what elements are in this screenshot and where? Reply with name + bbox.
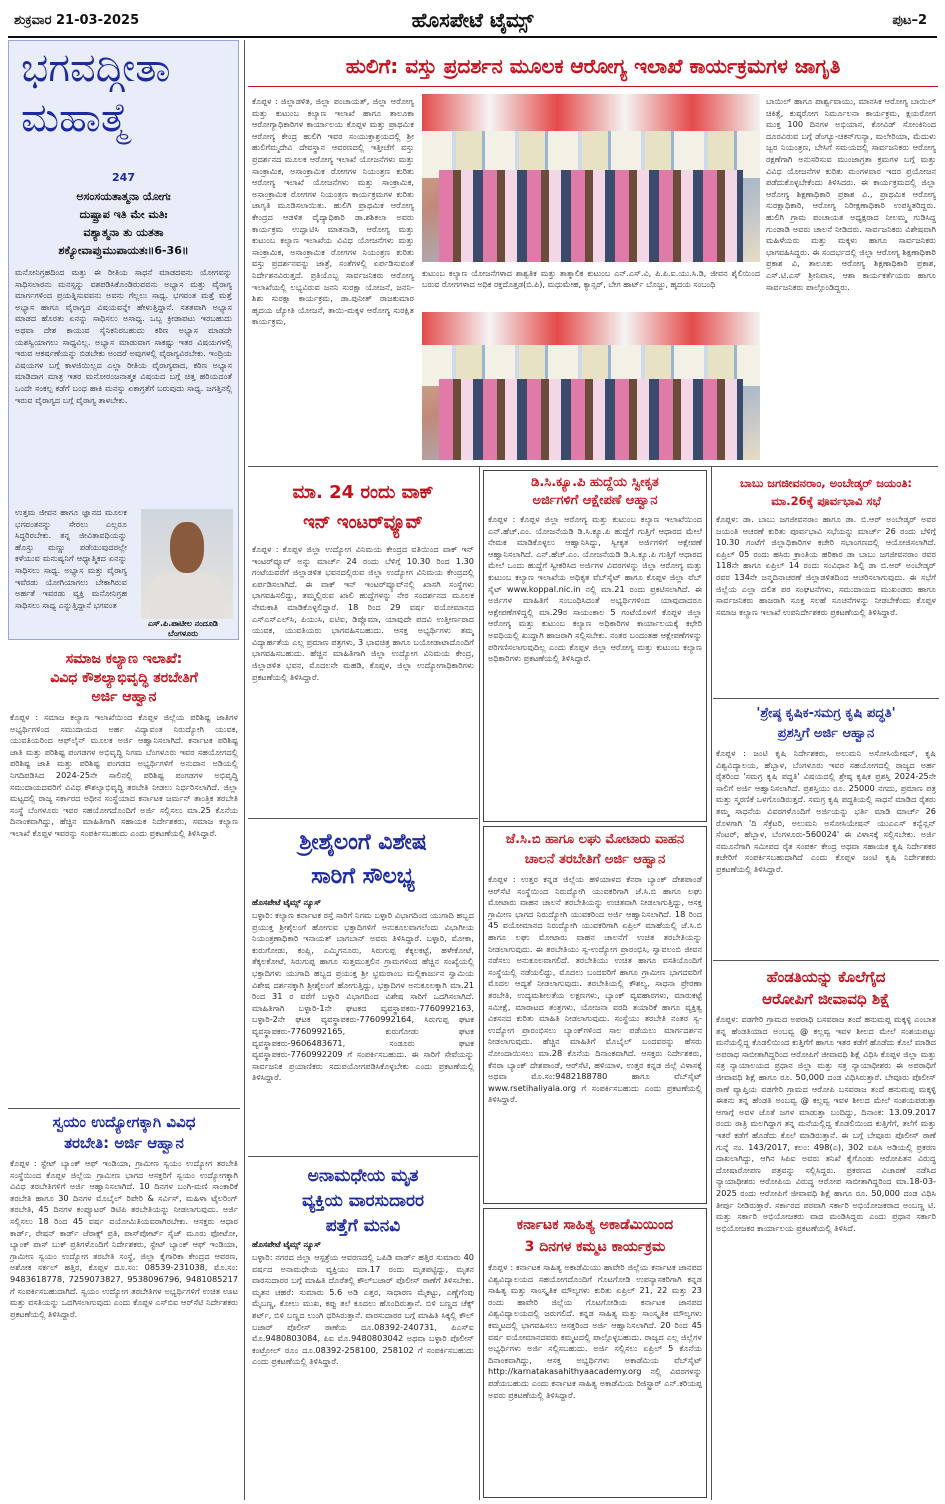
sahitya-headline: ಕರ್ನಾಟಕ ಸಾಹಿತ್ಯ ಅಕಾಡೆಮಿಯಿಂದ 3 ದಿನಗಳ ಕಮ್ಮಟ ಕಾರ್ಯಕ್ರಮ [516, 1217, 674, 1255]
swayam-headline: ಸ್ವಯಂ ಉದ್ಯೋಗಕ್ಕಾಗಿ ವಿವಿಧ ತರಬೇತಿ: ಅರ್ಜಿ ಆಹ್ವಾನ [52, 1113, 196, 1152]
hendati-headline: ಹೆಂಡತಿಯನ್ನು ಕೊಲೆಗೈದ ಆರೋಪಿಗೆ ಜೀವಾವಧಿ ಶಿಕ್ಷೆ [762, 968, 890, 1008]
divider [248, 466, 938, 467]
sahitya-body: ಕೊಪ್ಪಳ : ಕರ್ನಾಟಕ ಸಾಹಿತ್ಯ ಅಕಾಡೆಮಿಯು ಹಾವೇರಿ ಜಿಲ್ಲೆಯ ಕರ್ನಾಟಕ ಜಾನಪದ ವಿಶ್ವವಿದ್ಯಾಲಯದ ಸಹಯೋಗದೊಂದಿಗೆ ಗೊಟಗೋಡಿ ಉಪನ್ಯಾಸಕರಿಗಾಗಿ ಕನ್ನಡ ಸಾಹಿತ್ಯ ಮತ್ತು ಸಾಂಸ್ಕೃತಿಕ ಮೌಲ್ಯಗಳು ಕುರಿತು ಏಪ್ರಿಲ್ 21, 22 ಮತ್ತು 23 ರಂದು ಹಾವೇರಿ ಜಿಲ್ಲೆಯ ಗೊಟಗೋಡಿಯ ಕರ್ನಾಟಕ ಜಾನಪದ ವಿಶ್ವವಿದ್ಯಾಲಯದಲ್ಲಿ ಜರುಗಲಿದೆ. ಕನ್ನಡ ಸಾಹಿತ್ಯ ಮತ್ತು ಸಾಂಸ್ಕೃತಿಕ ಮೌಲ್ಯಗಳು ಕಮ್ಮಟದಲ್ಲಿ ಭಾಗವಹಿಸಲು ಆಸಕ್ತರಿಂದ ಅರ್ಜಿ ಆಹ್ವಾನಿಸಲಾಗಿದೆ. 20 ರಿಂದ 45 ವರ್ಷ ವಯೋಮಾನದವರು ಕಮ್ಮಟದಲ್ಲಿ ಪಾಲ್ಗೊಳ್ಳಬಹುದು. ರಾಜ್ಯದ ಎಲ್ಲ ಜಿಲ್ಲೆಗಳ ಅಭ್ಯರ್ಥಿಗಳು ಅರ್ಜಿ ಸಲ್ಲಿಸಬಹುದು. ಅರ್ಜಿ ಸಲ್ಲಿಸಲು ಏಪ್ರಿಲ್ 5 ಕೊನೆಯ ದಿನಾಂಕವಾಗಿದ್ದು, ಆಸಕ್ತ ಅಭ್ಯರ್ಥಿಗಳು ಅಕಾಡೆಮಿಯ ವೆಬ್‌ಸೈಟ್ http://karnatakasahithyaacademy.org ನಲ್ಲಿ ವಿವರಗಳನ್ನು ಪಡೆಯಬಹುದು ಎಂದು ಕರ್ನಾಟಕ ಸಾಹಿತ್ಯ ಅಕಾಡೆಮಿಯ ರಿಜಿಸ್ಟ್ರಾರ್ ಎನ್.ಕರಿಯಪ್ಪ ಅವರು ಪ್ರಕಟಣೆಯಲ್ಲಿ ತಿಳಿಸಿದ್ದಾರೆ. [488, 1262, 702, 1400]
issue-date: ಶುಕ್ರವಾರ 21-03-2025 [14, 13, 140, 28]
lead-photo-caption: ಕುಟುಂಬ ಕಲ್ಯಾಣ ಯೋಜನೆಗಳಾದ ಶಾಶ್ವತಿಕ ಮತ್ತು ತಾತ್ಕಾಲಿಕ ಕುಟುಂಬ ಎನ್.ಎಸ್.ವಿ, ಪಿ.ಪಿ.ಐ.ಯು.ಸಿ.ಡಿ, ಜೀವನ ಶೈಲಿಯಿಂದ ಬರುವ ರೋಗಗಳಾದ ಅಧಿಕ ರಕ್ತದೊತ್ತಡ(ಬಿ.ಪಿ), ಮಧುಮೇಹ, ಕ್ಯಾನ್ಸರ್, ಬೇಗ ಹಾರ್ಟ್ ಬೊಜ್ಜು, ಹೃದಯ ಸಂಬಂಧಿ [422, 269, 760, 289]
page-number: ಪುಟ–2 [892, 13, 927, 28]
anamadheya-body: ಬಳ್ಳಾರಿ: ನಗರದ ಜಿಲ್ಲಾ ಆಸ್ಪತ್ರೆಯ ಆವರಣದಲ್ಲಿ ಒಪಿಡಿ ವಾರ್ಡ್ ಹತ್ತಿರ ಸುಮಾರು 40 ವರ್ಷದ ಅನಾಮಧೇಯ ವ್ಯಕ್ತಿಯು ಮಾ.17 ರಂದು ಮೃತಪಟ್ಟಿದ್ದು, ಮೃತನ ವಾರಸುದಾರರ ಬಗ್ಗೆ ಮಾಹಿತಿ ದೊರೆತಲ್ಲಿ ಕೌಲ್‌ಬಜಾರ್ ಪೊಲೀಸ್ ಠಾಣೆಗೆ ತಿಳಿಸಬೇಕು. ಮೃತನ ಚಹರೆ: ಸುಮಾರು 5.6 ಅಡಿ ಎತ್ತರ, ಸಾಧಾರಣ ಮೈಕಟ್ಟು, ಎಣ್ಣೆಗೆಂಪು ಮೈಬಣ್ಣ, ಕೋಲು ಮುಖ, ಕಪ್ಪು ತಲೆ ಕೂದಲು ಹೊಂದಿರುತ್ತಾನೆ. ಬಿಳಿ ಬಣ್ಣದ ಚೆಕ್ಸ್ ಶರ್ಟ್, ಬಿಳಿ ಬಣ್ಣದ ಲುಂಗಿ ಧರಿಸಿರುತ್ತಾನೆ. ವಾರಸುದಾರರ ಬಗ್ಗೆ ಮಾಹಿತಿ ಸಿಕ್ಕಲ್ಲಿ ಕೌಲ್ ಬಜಾರ್ ಪೊಲೀಸ್ ಠಾಣೆಯ ದೂ.08392-240731, ಪಿಎಸ್‌ಐ ಮೊ.9480803084, ಪಿಐ ಮೊ.9480803042 ಅಥವಾ ಬಳ್ಳಾರಿ ಪೊಲೀಸ್ ಕಂಟ್ರೋಲ್ ರೂಂ ದೂ.08392-258100, 258102 ಗೆ ಸಂಪರ್ಕಿಸಬಹುದು ಎಂದು ಪ್ರಕಟಣೆಯಲ್ಲಿ ತಿಳಿಸಿದ್ದಾರೆ. [252, 1252, 474, 1367]
anamadheya-byline: ಹೊಸಪೇಟೆ ಟೈಮ್ಸ್ ನ್ಯೂಸ್ [252, 1240, 321, 1249]
gita-shloka: ಅಸಂಸಯತಾತ್ಮನಾ ಯೋಗಃ ದುಷ್ಪ್ರಾಪ ಇತಿ ಮೇ ಮತಿಃ ವಶ್ಯಾತ್ಮನಾ ತು ಯತತಾ ಶಕ್ಯೋವಾಪ್ತುಮುಪಾಯತಃ॥6-36॥ [58, 190, 189, 257]
headline-rule [248, 86, 938, 87]
srisailam-headline: ಶ್ರೀಶೈಲಂಗೆ ವಿಶೇಷ ಸಾರಿಗೆ ಸೌಲಭ್ಯ [299, 830, 427, 889]
walkin-body: ಕೊಪ್ಪಳ : ಕೊಪ್ಪಳ ಜಿಲ್ಲಾ ಉದ್ಯೋಗ ವಿನಿಮಯ ಕೇಂದ್ರದ ವತಿಯಿಂದ ವಾಕ್ ಇನ್ ಇಂಟರ್‌ವ್ಯೂವ್ ಅನ್ನು ಮಾರ್ಚ್ 24 ರಂದು ಬೆಳಿಗ್ಗೆ 10.30 ರಿಂದ 1.30 ಗಂಟೆಯವರೆಗೆ ಜಿಲ್ಲಾಡಳಿತ ಭವನದಲ್ಲಿರುವ ಜಿಲ್ಲಾ ಉದ್ಯೋಗ ವಿನಿಮಯ ಕೇಂದ್ರದಲ್ಲಿ ಏರ್ಪಡಿಸಲಾಗಿದೆ. ಈ ವಾಕ್ ಇನ್ ಇಂಟರ್‌ವ್ಯೂವ್‌ನಲ್ಲಿ ಖಾಸಗಿ ಸಂಸ್ಥೆಗಳು ಭಾಗವಹಿಸಲಿದ್ದು, ತಮ್ಮಲ್ಲಿರುವ ಖಾಲಿ ಹುದ್ದೆಗಳನ್ನು ನೇರ ಸಂದರ್ಶನದ ಮೂಲಕ ನೇಮಕಾತಿ ಮಾಡಿಕೊಳ್ಳಲಿದ್ದಾರೆ. 18 ರಿಂದ 29 ವರ್ಷ ವಯೋಮಾನದ ಎಸ್ಎಸ್ಎಲ್‌ಸಿ, ಪಿಯುಸಿ, ಐಟಿಐ, ಡಿಪ್ಲೊಮಾ, ಯಾವುದೇ ಪದವಿ ಉತ್ತೀರ್ಣರಾದ ಯುವಕ, ಯುವತಿಯರು ಭಾಗವಹಿಸಬಹುದು. ಆಸಕ್ತ ಅಭ್ಯರ್ಥಿಗಳು ತಮ್ಮ ವಿದ್ಯಾರ್ಹತೆಯ ಎಲ್ಲ ಪ್ರಮಾಣ ಪತ್ರಗಳು, 3 ಭಾವಚಿತ್ರ ಹಾಗೂ ಬಯೋಡಾಟಾದೊಂದಿಗೆ ಭಾಗವಹಿಸಬಹುದು. ಹೆಚ್ಚಿನ ಮಾಹಿತಿಗಾಗಿ ಜಿಲ್ಲಾ ಉದ್ಯೋಗ ವಿನಿಮಯ ಕೇಂದ್ರ, ಜಿಲ್ಲಾಡಳಿತ ಭವನ, ಮೊದಲನೇ ಮಹಡಿ, ಕೊಪ್ಪಳ, ಜಿಲ್ಲಾ ಉದ್ಯೋಗಾಧಿಕಾರಿಗಳು ಪ್ರಕಟಣೆಯಲ್ಲಿ ತಿಳಿಸಿದ್ದಾರೆ. [252, 544, 474, 682]
gita-episode-number: 247 [112, 171, 135, 184]
srisailam-byline: ಹೊಸಪೇಟೆ ಟೈಮ್ಸ್ ನ್ಯೂಸ್ [252, 898, 321, 907]
samaja-headline: ಸಮಾಜ ಕಲ್ಯಾಣ ಇಲಾಖೆ: ವಿವಿಧ ಕೌಶಲ್ಯಾಭಿವೃದ್ಧಿ ತರಬೇತಿಗೆ ಅರ್ಜಿ ಆಹ್ವಾನ [50, 651, 198, 705]
samaja-body: ಕೊಪ್ಪಳ : ಸಮಾಜ ಕಲ್ಯಾಣ ಇಲಾಖೆಯಿಂದ ಕೊಪ್ಪಳ ಜಿಲ್ಲೆಯ ಪರಿಶಿಷ್ಟ ಜಾತಿಗಳ ಅಭ್ಯರ್ಥಿಗಳಿಂದ ಸಮುದಾಯದ ಅರ್ಹ ವಿದ್ಯಾವಂತ ನಿರುದ್ಯೋಗಿ ಯುವಕ, ಯುವತಿಯರಿಂದ ಆಫ್‌ಲೈನ್ ಮೂಲಕ ಅರ್ಜಿ ಆಹ್ವಾನಿಸಲಾಗಿದೆ. ಕರ್ನಾಟಕ ಪರಿಶಿಷ್ಟ ಜಾತಿ ಮತ್ತು ಪರಿಶಿಷ್ಟ ಪಂಗಡಗಳ ಅಭಿವೃದ್ಧಿ ನಿಗಮ ಬೆಂಗಳೂರು ಇವರ ಸಹಯೋಗದಲ್ಲಿ ಪರಿಶಿಷ್ಟ ಜಾತಿ ಮತ್ತು ಪರಿಶಿಷ್ಟ ಪಂಗಡದ ಅಭ್ಯರ್ಥಿಗಳಿಗೆ ಅನುದಾನ ಅಡಿಯಲ್ಲಿ ನಿಗದಿಪಡಿಸಿದ 2024-25ನೇ ಸಾಲಿನಲ್ಲಿ ಪರಿಶಿಷ್ಟ ಪಂಗಡಗಳ ಅಭಿವೃದ್ಧಿ ಸಮುದಾಯದವರಿಗೆ ವಿವಿಧ ಕೌಶಲ್ಯಾಭಿವೃದ್ಧಿ ತರಬೇತಿ ನೀಡಲು ನಿರ್ಧರಿಸಲಾಗಿದೆ. ಜಿಲ್ಲಾ ಮಟ್ಟದಲ್ಲಿ ರಾಜ್ಯ ಸರ್ಕಾರದ ಅಧೀನ ಸಂಸ್ಥೆಯಾದ ಕರ್ನಾಟಕ ಜರ್ಮನ್ ತಾಂತ್ರಿಕ ತರಬೇತಿ ಸಂಸ್ಥೆ ಬೆಂಗಳೂರು ಇವರ ಸಹಯೋಗದೊಂದಿಗೆ ಅರ್ಜಿ ಸಲ್ಲಿಸಲು ಮಾ.25 ಕೊನೆಯ ದಿನಾಂಕವಾಗಿದ್ದು, ಹೆಚ್ಚಿನ ಮಾಹಿತಿಗಾಗಿ ಸಹಾಯಕ ನಿರ್ದೇಶಕರು, ಸಮಾಜ ಕಲ್ಯಾಣ ಇಲಾಖೆ ಕೊಪ್ಪಳ ಇವರನ್ನು ಸಂಪರ್ಕಿಸಬಹುದು ಎಂದು ಪ್ರಕಟಣೆಯಲ್ಲಿ ತಿಳಿಸಿದ್ದಾರೆ. [10, 712, 238, 838]
krishi-body: ಕೊಪ್ಪಳ : ಜಂಟಿ ಕೃಷಿ ನಿರ್ದೇಶಕರು, ಅಲುಮನಿ ಅಸೋಸಿಯೇಷನ್, ಕೃಷಿ ವಿಶ್ವವಿದ್ಯಾಲಯ, ಹೆಬ್ಬಾಳ, ಬೆಂಗಳೂರು ಇವರ ಸಹಯೋಗದಲ್ಲಿ ರಾಜ್ಯದ ಅರ್ಹ ರೈತರಿಂದ 'ಸಮಗ್ರ ಕೃಷಿ ಪದ್ಧತಿ' ವಿಷಯದಲ್ಲಿ ಶ್ರೇಷ್ಠ ಕೃಷಿಕ ಪ್ರಶಸ್ತಿ 2024-25ನೇ ಸಾಲಿಗೆ ಅರ್ಜಿ ಆಹ್ವಾನಿಸಲಾಗಿದೆ. ಪ್ರಶಸ್ತಿಯು ರೂ. 25000 ನಗದು, ಪ್ರಮಾಣ ಪತ್ರ ಮತ್ತು ಸ್ಮರಣಿಕೆ ಒಳಗೊಂಡಿರುತ್ತದೆ. ಸಮಗ್ರ ಕೃಷಿ ಪದ್ಧತಿಯಲ್ಲಿ ಸಾಧನೆ ಮಾಡಿದ ರೈತರು ತಮ್ಮ ಸಾಧನೆಯ ವಿವರಗಳೊಂದಿಗೆ ಅರ್ಜಿಯನ್ನು ಭರ್ತಿ ಮಾಡಿ ಮಾರ್ಚ್ 26 ರೊಳಗಾಗಿ 'ದಿ ಸೆಕ್ರೆಟರಿ, ಅಲುಮನಿ ಅಸೋಸಿಯೇಷನ್ ಯುಎಎಸ್ ಕನ್ವೆನ್ಷನ್ ಸೆಂಟರ್, ಹೆಬ್ಬಾಳ, ಬೆಂಗಳೂರು-560024' ಈ ವಿಳಾಸಕ್ಕೆ ಸಲ್ಲಿಸಬೇಕು. ಅರ್ಜಿ ನಮೂನೆಗಾಗಿ ಸಮೀಪದ ರೈತ ಸಂಪರ್ಕ ಕೇಂದ್ರ ಅಥವಾ ಸಹಾಯಕ ಕೃಷಿ ನಿರ್ದೇಶಕರ ಕಚೇರಿಗೆ ಸಂಪರ್ಕಿಸಬಹುದಾಗಿದೆ ಎಂದು ಕೊಪ್ಪಳ ಜಂಟಿ ಕೃಷಿ ನಿರ್ದೇಶಕರು ಪ್ರಕಟಣೆಯಲ್ಲಿ ತಿಳಿಸಿದ್ದಾರೆ. [716, 748, 936, 874]
header-rule [8, 36, 937, 38]
masthead: ಹೊಸಪೇಟೆ ಟೈಮ್ಸ್ [411, 8, 534, 32]
babu-headline: ಬಾಬು ಜಗಜೀವನರಾಂ, ಅಂಬೇಡ್ಕರ್ ಜಯಂತಿ: ಮಾ.26ಕ್ಕೆ ಪೂರ್ವಭಾವಿ ಸಭೆ [739, 476, 913, 508]
exhibition-photo-1 [422, 94, 760, 262]
lead-body-col4: ಬಾಯಿಲ್ ಹಾಗೂ ಪಾರ್ಶ್ವವಾಯು, ಮಾನಸಿಕ ಆರೋಗ್ಯ ಬಾಯಿಲ್ ಚಿಕಿತ್ಸೆ, ಕುಷ್ಠರೋಗ ನಿರ್ಮೂಲನಾ ಕಾರ್ಯಕ್ರಮ, ಕ್ಷಯರೋಗ ಮುಕ್ತ 100 ದಿನಗಳ ಅಭಿಯಾನ, ಕೋವಿಡ್ ಸೋಂಕಿನಿಂದ ದೂರವಿರುವ ಬಗ್ಗೆ ಡೆಂಗ್ಯೂ-ಚಿಕನ್‌ಗುನ್ಯಾ, ಮಲೇರಿಯಾ, ಮೆದುಳು ಜ್ವರ ನಿಯಂತ್ರಣ, ಬೇಸಿಗೆ ಸಮಯದಲ್ಲಿ ಸಾರ್ವಜನಿಕರು ಆರೋಗ್ಯ ರಕ್ಷಣೆಗಾಗಿ ಅನುಸರಿಸುವ ಮುಂಜಾಗ್ರತಾ ಕ್ರಮಗಳ ಬಗ್ಗೆ ಮತ್ತು ವಿವಿಧ ಯೋಜನೆಗಳ ಕುರಿತು ಮಂಗಳವಾರ ಇದರ ಪ್ರಯೋಜನ ಪಡೆದುಕೊಳ್ಳಬೇಕೆಂದು ತಿಳಿಸಿದರು. ಈ ಕಾರ್ಯಕ್ರಮದಲ್ಲಿ ಜಿಲ್ಲಾ ಆರೋಗ್ಯ ಶಿಕ್ಷಣಾಧಿಕಾರಿ ಪ್ರಕಾಶ ವಿ., ಪ್ರಾಥಮಿಕ ಆರೋಗ್ಯ ಸುರಕ್ಷಾಧಿಕಾರಿ, ಆರೋಗ್ಯ ನಿರೀಕ್ಷಣಾಧಿಕಾರಿ ಉಪಸ್ಥಿತರಿದ್ದರು. ಹುಲಿಗಿ ಗ್ರಾಮ ಪಂಚಾಯತ ಅಧ್ಯಕ್ಷರಾದ ನೀಲಮ್ಮ ಗುಡಿಸಿದ್ದ ಗುಂಡಾಡಿ ಅವರು ಚಾಲನೆ ನೀಡಿದರು. ಸಾರ್ವಜನಿಕರು ವಿಶೇಷವಾಗಿ ಮಹಿಳೆಯರು ಮತ್ತು ಮಕ್ಕಳು ಹಾಗೂ ಸಾರ್ವಜನಿಕರು ಭಾಗವಹಿಸಿದ್ದರು. ಈ ಸಂದರ್ಭದಲ್ಲಿ ಜಿಲ್ಲಾ ಆರೋಗ್ಯ ಶಿಕ್ಷಣಾಧಿಕಾರಿ ಪ್ರಕಾಶ ವಿ, ತಾಲೂಕು ಆರೋಗ್ಯ ಶಿಕ್ಷಣಾಧಿಕಾರಿ ಪ್ರಕಾಶ, ಎಸ್.ಟಿ.ಎಸ್ ಶ್ರೀನಿವಾಸ, ಆಶಾ ಕಾರ್ಯಕರ್ತೆಯರು ಹಾಗೂ ಸಾರ್ವಜನಿಕರು ಪಾಲ್ಗೊಂಡಿದ್ದರು. [766, 96, 936, 292]
dsp-body: ಕೊಪ್ಪಳ : ಕೊಪ್ಪಳ ಜಿಲ್ಲಾ ಆರೋಗ್ಯ ಮತ್ತು ಕುಟುಂಬ ಕಲ್ಯಾಣ ಇಲಾಖೆಯಿಂದ ಎನ್.ಹೆಚ್.ಎಂ. ಯೋಜನೆಯಡಿ ಡಿ.ಸಿ.ಕ್ಯೂ.ಪಿ ಹುದ್ದೆಗೆ ಗುತ್ತಿಗೆ ಆಧಾರದ ಮೇಲೆ ನೇಮಕ ಮಾಡಿಕೊಳ್ಳಲು ಆಹ್ವಾನಿಸಿದ್ದು, ಸ್ವೀಕೃತ ಅರ್ಜಿಗಳಿಗೆ ಆಕ್ಷೇಪಣೆ ಆಹ್ವಾನಿಸಲಾಗಿದೆ. ಎನ್.ಹೆಚ್.ಎಂ. ಯೋಜನೆಯಡಿ ಡಿ.ಸಿ.ಕ್ಯೂ.ಪಿ ಗುತ್ತಿಗೆ ಆಧಾರದ ಮೇಲೆ ಒಂದು ಹುದ್ದೆಗೆ ಸ್ವೀಕರಿಸಿದ ಅರ್ಜಿಗಳ ವಿವರಗಳನ್ನು ಜಿಲ್ಲಾ ಆರೋಗ್ಯ ಮತ್ತು ಕುಟುಂಬ ಕಲ್ಯಾಣ ಇಲಾಖೆಯ ಅಧಿಕೃತ ವೆಬ್‌ಸೈಟ್ ಹಾಗೂ ಕೊಪ್ಪಳ ಜಿಲ್ಲಾ ವೆಬ್ ಸೈಟ್ www.koppal.nic.in ನಲ್ಲಿ ಮಾ.21 ರಂದು ಪ್ರಕಟಿಸಲಾಗಿದೆ. ಈ ಅರ್ಜಿಗಳ ಮಾಹಿತಿಗೆ ಸಂಬಂಧಿಸಿದಂತೆ ಅಭ್ಯರ್ಥಿಗಳಿಂದ ಯಾವುದಾದರೂ ಆಕ್ಷೇಪಣೆಗಳಿದ್ದಲ್ಲಿ ಮಾ.29ರ ಸಾಯಂಕಾಲ 5 ಗಂಟೆಯೊಳಗೆ ಕೊಪ್ಪಳ ಜಿಲ್ಲಾ ಆರೋಗ್ಯ ಮತ್ತು ಕುಟುಂಬ ಕಲ್ಯಾಣ ಅಧಿಕಾರಿಗಳ ಕಾರ್ಯಾಲಯಕ್ಕೆ ಕಛೇರಿ ಅವಧಿಯಲ್ಲಿ ಖುದ್ದಾಗಿ ಹಾಜರಾಗಿ ಸಲ್ಲಿಸಬೇಕು. ನಂತರ ಬಂದಂತಹ ಆಕ್ಷೇಪಣೆಗಳನ್ನು ಪರಿಗಣಿಸಲಾಗುವುದಿಲ್ಲ ಎಂದು ಕೊಪ್ಪಳ ಜಿಲ್ಲಾ ಆರೋಗ್ಯ ಮತ್ತು ಕುಟುಂಬ ಕಲ್ಯಾಣ ಅಧಿಕಾರಿಗಳು ಪ್ರಕಟಣೆಯಲ್ಲಿ ತಿಳಿಸಿದ್ದಾರೆ. [488, 514, 702, 664]
exhibition-photo-2 [422, 312, 760, 460]
column-rule [479, 467, 480, 1500]
hendati-body: ಕೊಪ್ಪಳ: ವಡಗೇರಿ ಗ್ರಾಮದ ಅಪರಾಧಿ ಬಸವರಾಜ ತಂದೆ ಹನುಮಪ್ಪ ಮಕ್ಕಳ್ಳಿ ಎಂಬಾತ ತನ್ನ ಹೆಂಡತಿಯಾದ ಅಂಬವ್ವ @ ಕಲ್ಲವ್ವ ಇವಳ ಶೀಲದ ಮೇಲೆ ಸಂಶಯಪಟ್ಟು ಮನೆಯಲ್ಲಿದ್ದ ಕೊಡಲಿಯಿಂದ ಕುತ್ತಿಗೆಗೆ ಹಾಗೂ ಇತರ ಕಡೆಗೆ ಹೊಡೆದು ಕೊಲೆ ಮಾಡಿದ ಅಪರಾಧ ಸಾಬೀತಾಗಿದ್ದರಿಂದ ಆರೋಪಿಗೆ ಜೀವಾವಧಿ ಶಿಕ್ಷೆ ವಿಧಿಸಿ ಕೊಪ್ಪಳ ಜಿಲ್ಲಾ ಮತ್ತು ಸತ್ರ ನ್ಯಾಯಾಲಯದ ಪ್ರಧಾನ ಜಿಲ್ಲಾ ಮತ್ತು ಸತ್ರ ನ್ಯಾಯಾಧೀಶರು ಈ ಅಪರಾಧಿಗೆ ಜೀವಾವಧಿ ಶಿಕ್ಷೆ ಹಾಗೂ ರೂ. 50,000 ದಂಡ ವಿಧಿಸಿರುತ್ತಾರೆ. ಬೇವೂರು ಪೊಲೀಸ್ ಠಾಣೆ ವ್ಯಾಪ್ತಿಯ ವಡಗೇರಿ ಗ್ರಾಮದ ಆರೋಪಿ ಬಸವರಾಜ ತಂದೆ ಹನುಮಪ್ಪ ಮಕ್ಕಳ್ಳಿ ಈತನು ತನ್ನ ಹೆಂಡತಿ ಅಂಬವ್ವ @ ಕಲ್ಲವ್ವ ಇವಳ ಶೀಲದ ಮೇಲೆ ಸಂಶಯಪಡುತ್ತಾ ಆಗಾಗ್ಗೆ ಅವಳ ಜೊತೆ ಜಗಳ ಮಾಡುತ್ತಾ ಬಂದಿದ್ದು, ದಿನಾಂಕ: 13.09.2017 ರಂದು ರಾತ್ರಿ ಮಲಗಿದ್ದಾಗ ತನ್ನ ಮನೆಯಲ್ಲಿದ್ದ ಕೊಡಲಿಯಿಂದ ಕುತ್ತಿಗೆಗೆ, ತಲೆಗೆ ಮತ್ತು ಇತರೆ ಕಡೆಗೆ ಹೊಡೆದು ಕೊಲೆ ಮಾಡಿರುತ್ತಾನೆ. ಈ ಬಗ್ಗೆ ಬೇವೂರು ಪೊಲೀಸ್ ಠಾಣೆ ಗುನ್ನೆ ನಂ. 143/2017, ಕಲಂ: 498(ಎ), 302 ಐಪಿಸಿ ಅಡಿಯಲ್ಲಿ ಪ್ರಕರಣ ದಾಖಲಾಗಿದ್ದು, ಆಗಿನ ಸಿಪಿಐ ಅವರು ತನಿಖೆ ಕೈಗೊಂಡು ಆರೋಪಿತನ ವಿರುದ್ಧ ದೋಷಾರೋಪಣ ಪತ್ರವನ್ನು ಸಲ್ಲಿಸಿದ್ದರು. ಪ್ರಕರಣದ ವಿಚಾರಣೆ ನಡೆಸಿದ ನ್ಯಾಯಾಧೀಶರು ಆರೋಪಿಯ ವಿರುದ್ಧ ಆರೋಪ ಸಾಬೀತಾಗಿದ್ದರಿಂದ ಮಾ.18-03-2025 ರಂದು ಆರೋಪಿಗೆ ಜೀವಾವಧಿ ಶಿಕ್ಷೆ ಹಾಗೂ ರೂ. 50,000 ದಂಡ ವಿಧಿಸಿ ತೀರ್ಪು ನೀಡಿರುತ್ತಾರೆ. ಸರ್ಕಾರದ ಪರವಾಗಿ ಸರ್ಕಾರಿ ಅಭಿಯೋಜಕರಾದ ಅಂಬಣ್ಣ ಟಿ. ಮತ್ತು ಸರ್ಕಾರಿ ಅಭಿಯೋಜಕರು ವಾದ ಮಂಡಿಸಿದ್ದರು ಎಂದು ಪ್ರಧಾನ ಸರ್ಕಾರಿ ಅಭಿಯೋಜಕರ ಕಾರ್ಯಾಲಯ ಪ್ರಕಟಣೆಯಲ್ಲಿ ತಿಳಿಸಿದೆ. [716, 1014, 936, 1233]
divider [248, 1156, 478, 1157]
gita-body: ಮನೋನಿಗ್ರಹದಿಂದ ಮತ್ತು ಈ ರೀತಿಯ ಸಾಧನೆ ಮಾಡದವನು ಯೋಗವನ್ನು ಸಾಧಿಸಲಾರನು ಮನಸ್ಸನ್ನು ವಶಪಡಿಸಿಕೊಂಡಿರುವವನು ಅಭ್ಯಾಸ ಮತ್ತು ವೈರಾಗ್ಯ ಮಾರ್ಗಗಳಿಂದ ಪ್ರಯತ್ನಿಸುವವನು ಅವನು ಗೆಲ್ಲಲು ಸಾಧ್ಯ. ಭಗವಂತ ಮತ್ತೆ ಮತ್ತೆ ಅಭ್ಯಾಸ ಹಾಗೂ ವೈರಾಗ್ಯದ ವಿಷಯವನ್ನೇ ಹೇಳುತ್ತಿದ್ದಾನೆ. ಸತತವಾಗಿ ಅಭ್ಯಾಸ ಮಾಡದ ಹೊರತು ಏನನ್ನು ಸಾಧಿಸಲು ಅಸಾಧ್ಯ. ಒಬ್ಬ ಕ್ರೀಡಾಪಟು ಇರಬಹುದು ಅಥವಾ ದೇಶ ಕಾಯುವ ಸೈನಿಕನಿರಬಹುದು ಕಠಿಣ ಅಭ್ಯಾಸ ಮಾಡದೇ ಯಶಸ್ವಿಯಾಗಲು ಸಾಧ್ಯವಿಲ್ಲ. ಅಭ್ಯಾಸ ಮಾಡುವಾಗ ಸಾಕಷ್ಟು ಇತರ ವಿಷಯಗಳಲ್ಲಿ ಇರುವ ಆಕರ್ಷಣೆಯನ್ನು ಬಿಡಬೇಕು ಅಂದರೆ ಅವುಗಳಲ್ಲಿ ವೈರಾಗ್ಯವಿರಬೇಕು. ಇಂದ್ರಿಯ ವಿಷಯಗಳ ಬಗ್ಗೆ ಕಾಳಜಿಯಿಲ್ಲದ ಎಲ್ಲಾ ರೀತಿಯ ವೈರಾಗ್ಯವಾದ, ಕಠಿಣ ಅಭ್ಯಾಸ ಮಾಡಿದಾಗ ಮಾತ್ರ ಇತರ ಮನೋರಂಜನಾತ್ಮಕ ವಿಷಯದ ಬಗ್ಗೆ ಚಿತ್ತ ಹರಿಯದಂತೆ ಒಂದೇ ಸಂಕಲ್ಪ ಕಡೆಗೆ ಬಂಧ ಹಾಕಿ ಮನಸ್ಸು ಏಕಾಗ್ರತೆಗೆ ಬರುವುದು ಸಾಧ್ಯ. ಜಗತ್ತಿನಲ್ಲಿ ಇರುವ ವೈರಾಗ್ಯದ ಬಗ್ಗೆ ವೈರಾಗ್ಯ ತಾಳಬೇಕು. [15, 267, 232, 405]
gita-author: ಎಸ್.ಪಿ.ಪಾಟೀಲ ನಂದೂಡಿ ಬೆಂಗಳೂರು [148, 619, 218, 638]
lead-body-col1: ಕೊಪ್ಪಳ : ಜಿಲ್ಲಾಡಳಿತ, ಜಿಲ್ಲಾ ಪಂಚಾಯತ್, ಜಿಲ್ಲಾ ಆರೋಗ್ಯ ಮತ್ತು ಕುಟುಂಬ ಕಲ್ಯಾಣ ಇಲಾಖೆ ಹಾಗೂ ತಾಲೂಕಾ ಆರೋಗ್ಯಾಧಿಕಾರಿಗಳ ಕಾರ್ಯಾಲಯ ಕೊಪ್ಪಳ ಮತ್ತು ಪ್ರಾಥಮಿಕ ಆರೋಗ್ಯ ಕೇಂದ್ರ ಹುಲಿಗಿ ಇವರ ಸಂಯುಕ್ತಾಶ್ರಯದಲ್ಲಿ ಶ್ರೀ ಹುಲಿಗೆಮ್ಮದೇವಿ ದೇವಸ್ಥಾನ ಆವರಣದಲ್ಲಿ ಇತ್ತೀಚೆಗೆ ವಸ್ತು ಪ್ರದರ್ಶನದ ಮೂಲಕ ಆರೋಗ್ಯ ಇಲಾಖೆ ಯೋಜನೆಗಳು ಮತ್ತು ಸಾಂಕ್ರಾಮಿಕ, ಅಸಾಂಕ್ರಾಮಿಕ ರೋಗಗಳ ನಿಯಂತ್ರಣ ಕುರಿತು ಆರೋಗ್ಯ ಇಲಾಖೆ ಯೋಜನೆಗಳು ಮತ್ತು ಸಾಂಕ್ರಾಮಿಕ, ಅಸಾಂಕ್ರಾಮಿಕ ರೋಗಗಳ ನಿಯಂತ್ರಣ ಕಾರ್ಯಕ್ರಮಗಳ ಕುರಿತು ಜಾಗೃತಿ ಮೂಡಿಸಲಾಯಿತು. ಹುಲಿಗಿ ಪ್ರಾಥಮಿಕ ಆರೋಗ್ಯ ಕೇಂದ್ರದ ಆಡಳಿತ ವೈದ್ಯಾಧಿಕಾರಿ ಡಾ.ಶಶಿಕಲಾ ಅವರು ಕಾರ್ಯಕ್ರಮ ಉದ್ಘಾಟಿಸಿ ಮಾತನಾಡಿ, ಆರೋಗ್ಯ ಮತ್ತು ಕುಟುಂಬ ಕಲ್ಯಾಣ ಇಲಾಖೆಯ ವಿವಿಧ ಯೋಜನೆಗಳು ಮತ್ತು ಸಾಂಕ್ರಾಮಿಕ, ಅಸಾಂಕ್ರಾಮಿಕ ರೋಗಗಳ ನಿಯಂತ್ರಣ ಕುರಿತು ವಸ್ತು ಪ್ರದರ್ಶನವನ್ನು ಜಾತ್ರೆ, ಸಂತೆಗಳಲ್ಲಿ ಏರ್ಪಡಿಸುವಂತೆ ನಿರ್ದೇಶನವಿರುತ್ತದೆ. ಪ್ರತಿಯೊಬ್ಬ ಸಾರ್ವಜನಿಕರು ಆರೋಗ್ಯ ಇಲಾಖೆಯಲ್ಲಿ ಲಭ್ಯವಿರುವ ಜನನಿ ಸುರಕ್ಷಾ ಯೋಜನೆ, ಜನನಿ-ಶಿಶು ಸುರಕ್ಷಾ ಕಾರ್ಯಕ್ರಮ, ಡಾ.ಪುನೀತ್ ರಾಜಕುಮಾರ ಹೃದಯ ಜ್ಯೋತಿ ಯೋಜನೆ, ತಾಯಿ-ಮಕ್ಕಳ ಆರೋಗ್ಯ ಸುರಕ್ಷಿತ ಕಾರ್ಯಕ್ರಮ, [252, 96, 414, 327]
jcb-body: ಕೊಪ್ಪಳ : ಉತ್ತರ ಕನ್ನಡ ಜಿಲ್ಲೆಯ ಹಳಿಯಾಳದ ಕೆನರಾ ಬ್ಯಾಂಕ್ ದೇಶಪಾಂಡೆ ಆರ್‌ಸೆಟಿ ಸಂಸ್ಥೆಯಿಂದ ನಿರುದ್ಯೋಗಿ ಯುವಕರಿಗಾಗಿ ಜೆ.ಸಿ.ಬಿ ಹಾಗೂ ಲಘು ಮೋಟಾರು ವಾಹನ ಚಾಲನೆ ತರಬೇತಿಯನ್ನು ಉಚಿತವಾಗಿ ನೀಡಲಾಗುತ್ತಿದ್ದು, ಆಸಕ್ತ ಗ್ರಾಮೀಣ ಭಾಗದ ನಿರುದ್ಯೋಗಿ ಯುವಕರಿಂದ ಅರ್ಜಿ ಆಹ್ವಾನಿಸಲಾಗಿದೆ. 18 ರಿಂದ 45 ವಯೋಮಾನದ ನಿರುದ್ಯೋಗಿ ಯುವಕರಿಗಾಗಿ ಏಪ್ರಿಲ್ ಮಾಹೆಯಲ್ಲಿ ಜೆ.ಸಿ.ಬಿ ಹಾಗೂ ಲಘು ಮೋಟಾರು ವಾಹನ ಚಾಲನೆಗೆ ಉಚಿತ ತರಬೇತಿಯನ್ನು ನೀಡಲಾಗುವುದು. ಈ ತರಬೇತಿಯು ಸ್ವ-ಉದ್ಯೋಗ ಪ್ರಾರಂಭಿಸಿ, ಸ್ವಾವಲಂಬಿ ಜೀವನ ನಡೆಸಲು ಅನುಕೂಲವಾಗಲಿದೆ. ತರಬೇತಿಯು ಉಚಿತ ಹಾಗೂ ವಸತಿಯೊಂದಿಗೆ ಸಂಸ್ಥೆಯಲ್ಲಿ ನಡೆಯಲಿದ್ದು, ಮೊದಲು ಬಂದವರಿಗೆ ಹಾಗೂ ಗ್ರಾಮೀಣ ಭಾಗದವರಿಗೆ ಮೊದಲ ಆದ್ಯತೆ ನೀಡಲಾಗುವುದು. ತರಬೇತಿಯಲ್ಲಿ ಕೌಶಲ್ಯ, ಸಾಧನಾ ಪ್ರೇರಣಾ ತರಬೇತಿ, ಉದ್ಯಮಶೀಲತೆಯ ಲಕ್ಷಣಗಳು, ಬ್ಯಾಂಕ್ ವ್ಯವಹಾರಗಳು, ಮಾರುಕಟ್ಟೆ ಸಮೀಕ್ಷೆ, ಮಾರಾಟದ ತಂತ್ರಗಳು, ಯೋಜನಾ ವರದಿ ತಯಾರಿಕೆ ಹಾಗೂ ವ್ಯಕ್ತಿತ್ವ ವಿಕಸನದ ಕುರಿತು ಮಾಹಿತಿ ನೀಡಲಾಗುವುದು. ಸಂಸ್ಥೆಯು ತರಬೇತಿ ನಂತರ ಸ್ವ-ಉದ್ಯೋಗ ಪ್ರಾರಂಭಿಸಲು ಬ್ಯಾಂಕ್‌ಗಳಿಂದ ಸಾಲ ಪಡೆಯಲು ಮಾರ್ಗದರ್ಶನ ನೀಡಲಾಗುವುದು. ಹೆಚ್ಚಿನ ಮಾಹಿತಿಗೆ ಮೊಬೈಲ್ ಬಂದವರನ್ನು ಹೆಸರು ನೋಂದಾಯಿಸಲು ಮಾ.28 ಕೊನೆಯ ದಿನಾಂಕವಾಗಿದೆ. ಆಸಕ್ತರು ನಿರ್ದೇಶಕರು, ಕೆನರಾ ಬ್ಯಾಂಕ್ ದೇಶಪಾಂಡೆ, ಆರ್‌ಸೆಟಿ, ಹಳಿಯಾಳ, ಉತ್ತರ ಕನ್ನಡ ಜಿಲ್ಲೆ ವಿಳಾಸಕ್ಕೆ ಅಥವಾ ಮೊ.ಸಂ:9482188780 ಹಾಗೂ ವೆಬ್‌ಸೈಟ್ www.rsetihaliyala.org ಗೆ ಸಂಪರ್ಕಿಸಬಹುದು ಎಂದು ಪ್ರಕಟಣೆಯಲ್ಲಿ ತಿಳಿಸಿದ್ದಾರೆ. [488, 874, 702, 1105]
swayam-body: ಕೊಪ್ಪಳ : ಸ್ಟೇಟ್ ಬ್ಯಾಂಕ್ ಆಫ್ ಇಂಡಿಯಾ, ಗ್ರಾಮೀಣ ಸ್ವಯಂ ಉದ್ಯೋಗ ತರಬೇತಿ ಸಂಸ್ಥೆಯಿಂದ ಕೊಪ್ಪಳ ಜಿಲ್ಲೆಯ ಗ್ರಾಮೀಣ ಭಾಗದ ಆಸಕ್ತರಿಗೆ ಸ್ವಯಂ ಉದ್ಯೋಗಕ್ಕಾಗಿ ವಿವಿಧ ತರಬೇತಿಗಳಿಗೆ ಅರ್ಜಿ ಆಹ್ವಾನಿಸಲಾಗಿದೆ. 10 ದಿನಗಳ ಬಂಗಿ-ಮಣಿ ಸಾಂಕಾರಿಕೆ ತರಬೇತಿ ಹಾಗೂ 30 ದಿನಗಳ ಮೊಬೈಲ್ ರಿಪೇರಿ & ಸರ್ವಿಸ್, ಮಹಿಳಾ ಟೈಲರಿಂಗ್ ತರಬೇತಿ, 45 ದಿನಗಳ ಕಂಪ್ಯೂಟರ್ ಡಿಟಿಪಿ ತರಬೇತಿಯನ್ನು ನೀಡಲಾಗುವುದು. ಅರ್ಜಿ ಸಲ್ಲಿಸಲು 18 ರಿಂದ 45 ವರ್ಷ ವಯೋಮಿತಿಯವರಾಗಿರಬೇಕು. ಆಸಕ್ತರು ಆಧಾರ ಕಾರ್ಡ್, ರೇಷನ್ ಕಾರ್ಡ್ ಜೆರಾಕ್ಸ್ ಪ್ರತಿ, ಪಾಸ್‌ಪೋರ್ಟ್ ಸೈಜ್ ಮೂರು ಫೋಟೋ, ಬ್ಯಾಂಕ್ ಪಾಸ್ ಬುಕ್ ಪ್ರತಿಗಳೊಂದಿಗೆ ನಿರ್ದೇಶಕರು, ಸ್ಟೇಟ್ ಬ್ಯಾಂಕ್ ಆಫ್ ಇಂಡಿಯಾ, ಗ್ರಾಮೀಣ ಸ್ವಯಂ ಉದ್ಯೋಗ ತರಬೇತಿ ಸಂಸ್ಥೆ, ಜಿಲ್ಲಾ ಕೈಗಾರಿಕಾ ಕೇಂದ್ರದ ಆವರಣ, ಅಶೋಕ ಸರ್ಕಲ್ ಹತ್ತಿರ, ಕೊಪ್ಪಳ ದೂ.ಸಂ: 08539-231038, ಮೊ.ಸಂ: 9483618778, 7259073827, 9538096796, 9481085217 ಗೆ ಸಂಪರ್ಕಿಸಬಹುದಾಗಿದೆ. ಸ್ವಯಂ ಉದ್ಯೋಗ ತರಬೇತಿಗಳ ಅಭ್ಯರ್ಥಿಗಳಿಗೆ ಉಚಿತ ಊಟ ಮತ್ತು ವಸತಿಯನ್ನು ಒದಗಿಸಲಾಗುವುದು ಎಂದು ಕೊಪ್ಪಳ ಎಸ್‌ಬಿಐ ಆರ್‌ಸೆಟಿ ನಿರ್ದೇಶಕರು ಪ್ರಕಟಣೆಯಲ್ಲಿ ತಿಳಿಸಿದ್ದಾರೆ. [10, 1158, 238, 1319]
author-photo [141, 509, 233, 619]
gita-body-continued: ಉತ್ತಮ ಜೀವನ ಹಾಗೂ ಜ್ಞಾನದ ಮೂಲಕ ಭಗವಂತನನ್ನು ಸೇರಲು ಎಲ್ಲರೂ ಸಿದ್ಧರಿರಬೇಕು. ತನ್ನ ಜೀವಿತಾವಧಿಯನ್ನು ಹೊಸ್ತು ಮಣ್ಣು ಪಡೆಯುವುದರಲ್ಲೇ ಕಳೆಯುವ ಮನುಷ್ಯನಿಗೆ ಆಧ್ಯಾತ್ಮಿಕದ ಏನನ್ನು ಸಾಧಿಸಲು ಸಾಧ್ಯ. ಅಭ್ಯಾಸ ಮತ್ತು ವೈರಾಗ್ಯ ಇವೆರಡು ಯೋಗಿಯಾಗಲು ಬೇಕಾಗಿರುವ ಅರ್ಹತೆ ಇವರಡು ವ್ಯಕ್ತಿ ಮನೋನಿಗ್ರಹ ಸಾಧಿಸಲು ಸಾಧ್ಯ ಎನ್ನುತ್ತಿದ್ದಾನೆ ಭಗವಂತ [15, 507, 127, 610]
column-rule [711, 467, 712, 1500]
divider [713, 698, 939, 699]
lead-headline: ಹುಲಿಗೆ: ವಸ್ತು ಪ್ರದರ್ಶನ ಮೂಲಕ ಆರೋಗ್ಯ ಇಲಾಖೆ ಕಾರ್ಯಕ್ರಮಗಳ ಜಾಗೃತಿ [345, 54, 841, 78]
gita-column [8, 40, 239, 640]
walkin-headline: ಮಾ. 24 ರಂದು ವಾಕ್ ಇನ್ ಇಂಟರ್‌ವ್ಯೂವ್ [292, 482, 434, 533]
divider [248, 818, 478, 819]
gita-title-line2: ಮಹಾತ್ಮೆ [21, 95, 130, 141]
column-rule [244, 40, 245, 1500]
gita-title-line1: ಭಗವದ್ಗೀತಾ [21, 45, 171, 91]
dsp-headline: ಡಿ.ಸಿ.ಕ್ಯೂ.ಪಿ ಹುದ್ದೆಯ ಸ್ವೀಕೃತ ಅರ್ಜಿಗಳಿಗೆ ಆಕ್ಷೇಪಣೆ ಆಹ್ವಾನ [531, 475, 659, 508]
divider [713, 960, 939, 961]
divider [8, 1108, 240, 1109]
anamadheya-headline: ಅನಾಮಧೇಯ ಮೃತ ವ್ಯಕ್ತಿಯ ವಾರಸುದಾರರ ಪತ್ತೆಗೆ ಮನವಿ [301, 1166, 425, 1236]
babu-body: ಕೊಪ್ಪಳ: ಡಾ. ಬಾಬು ಜಗಜೀವನರಾಂ ಹಾಗೂ ಡಾ. ಬಿ.ಆರ್ ಅಂಬೇಡ್ಕರ್ ಅವರ ಜಯಂತಿ ಆಚರಣೆ ಕುರಿತು ಪೂರ್ವಭಾವಿ ಸಭೆಯನ್ನು ಮಾರ್ಚ್ 26 ರಂದು ಬೆಳಿಗ್ಗೆ 10.30 ಗಂಟೆಗೆ ಜಿಲ್ಲಾಧಿಕಾರಿಗಳ ಕಚೇರಿ ಸಭಾಂಗಣದಲ್ಲಿ ಆಯೋಜಿಸಲಾಗಿದೆ. ಏಪ್ರಿಲ್ 05 ರಂದು ಹಸಿರು ಕ್ರಾಂತಿಯ ಹರಿಕಾರ ಡಾ ಬಾಬು ಜಗಜೀವನರಾಂ ರವರ 118ನೇ ಹಾಗೂ ಏಪ್ರಿಲ್ 14 ರಂದು ಸಂವಿಧಾನ ಶಿಲ್ಪಿ ಡಾ ಬಿ.ಆರ್ ಅಂಬೇಡ್ಕರ್ ರವರ 134ನೇ ಜನ್ಮದಿನಾಚರಣೆ ಜಿಲ್ಲಾಡಳಿತದಿಂದ ಆಚರಿಸಲಾಗುವುದು. ಈ ಸಭೆಗೆ ಜಿಲ್ಲೆಯ ಎಲ್ಲಾ ದಲಿತ ಪರ ಸಂಘಟನೆಗಳು, ಸಮುದಾಯದ ಮುಖಂಡರು ಹಾಗೂ ಸಾರ್ವಜನಿಕರು ಹಾಜರಾಗಿ ಸೂಕ್ತ ಸಲಹೆ ಸೂಚನೆಗಳನ್ನು ನೀಡಬೇಕೆಂದು ಕೊಪ್ಪಳ ಸಮಾಜ ಕಲ್ಯಾಣ ಇಲಾಖೆ ಉಪನಿರ್ದೇಶಕರು ಪ್ರಕಟಣೆಯಲ್ಲಿ ತಿಳಿಸಿದ್ದಾರೆ. [716, 514, 936, 617]
page-header [0, 0, 945, 38]
jcb-headline: ಜೆ.ಸಿ.ಬಿ ಹಾಗೂ ಲಘು ಮೋಟಾರು ವಾಹನ ಚಾಲನೆ ತರಬೇತಿಗೆ ಅರ್ಜಿ ಆಹ್ವಾನ [505, 832, 685, 867]
krishi-headline: 'ಶ್ರೇಷ್ಠ ಕೃಷಿಕ-ಸಮಗ್ರ ಕೃಷಿ ಪದ್ಧತಿ' ಪ್ರಶಸ್ತಿಗೆ ಅರ್ಜಿ ಆಹ್ವಾನ [756, 706, 896, 741]
srisailam-body: ಬಳ್ಳಾರಿ: ಕಲ್ಯಾಣ ಕರ್ನಾಟಕ ರಸ್ತೆ ಸಾರಿಗೆ ನಿಗಮ ಬಳ್ಳಾರಿ ವಿಭಾಗದಿಂದ ಯುಗಾದಿ ಹಬ್ಬದ ಪ್ರಯುಕ್ತ ಶ್ರೀಶೈಲಂಗೆ ಹೋಗುವ ಭಕ್ತಾದಿಗಳಿಗೆ ಅನುಕೂಲವಾಗಲೆಂದು ವಿಭಾಗೀಯ ನಿಯಂತ್ರಣಾಧಿಕಾರಿ ಇನಾಯತ್ ಬಾಗಬಾನ್ ಅವರು ತಿಳಿಸಿದ್ದಾರೆ. ಬಳ್ಳಾರಿ, ಮೋಕಾ, ಕುರುಗೋಡು, ಕಂಪ್ಲಿ, ಎಮ್ಮಿಗನೂರು, ಸಿರುಗುಪ್ಪ ಕೆಕ್ಕಲಕಟ್ಟೆ, ಹಳೇಕೋಟೆ, ತೆಕ್ಕಲಕೋಟೆ, ಸಿರುಗುಪ್ಪ ಹಾಗೂ ಸುತ್ತಮುತ್ತಲಿನ ಗ್ರಾಮಗಳಿಂದ ಹೆಚ್ಚಿನ ಸಂಖ್ಯೆಯಲ್ಲಿ ಭಕ್ತಾದಿಗಳು ಯುಗಾದಿ ಹಬ್ಬದ ಪ್ರಯುಕ್ತ ಶ್ರೀ ಭ್ರಮರಾಂಬ ಮಲ್ಲಿಕಾರ್ಜುನ ಸ್ವಾಮಿಯ ವಿಶೇಷ ದರ್ಶನಕ್ಕಾಗಿ ಶ್ರೀಶೈಲಂಗೆ ಹೋಗುತ್ತಿದ್ದು, ಭಕ್ತಾದಿಗಳ ಅನುಕೂಲಕ್ಕಾಗಿ ಮಾ.21 ರಿಂದ 31 ರ ವರೆಗೆ ಬಳ್ಳಾರಿ ವಿಭಾಗದಿಂದ ವಿಶೇಷ ಸಾರಿಗೆ ಒದಗಿಸಲಾಗಿದೆ. ಮಾಹಿತಿಗಾಗಿ ಬಳ್ಳಾರಿ-1ನೇ ಘಟಕದ ವ್ಯವಸ್ಥಾಪಕರು-7760992163, ಬಳ್ಳಾರಿ-2ನೇ ಘಟಕ ವ್ಯವಸ್ಥಾಪಕರು-7760992164, ಸಿರುಗುಪ್ಪ ಘಟಕ ವ್ಯವಸ್ಥಾಪಕರು-7760992165, ಕುರುಗೋಡು ಘಟಕ ವ್ಯವಸ್ಥಾಪಕರು-9606483671, ಸಂಡೂರು ಘಟಕ ವ್ಯವಸ್ಥಾಪಕರು-7760992209 ಗೆ ಸಂಪರ್ಕಿಸಬಹುದು. ಈ ಸಾರಿಗೆ ಸೇವೆಯನ್ನು ಸಾರ್ವಜನಿಕ ಪ್ರಯಾಣಿಕರು ಸದುಪಯೋಗಪಡಿಸಿಕೊಳ್ಳಬೇಕು ಎಂದು ಪ್ರಕಟಣೆಯಲ್ಲಿ ತಿಳಿಸಿದ್ದಾರೆ. [252, 910, 474, 1083]
